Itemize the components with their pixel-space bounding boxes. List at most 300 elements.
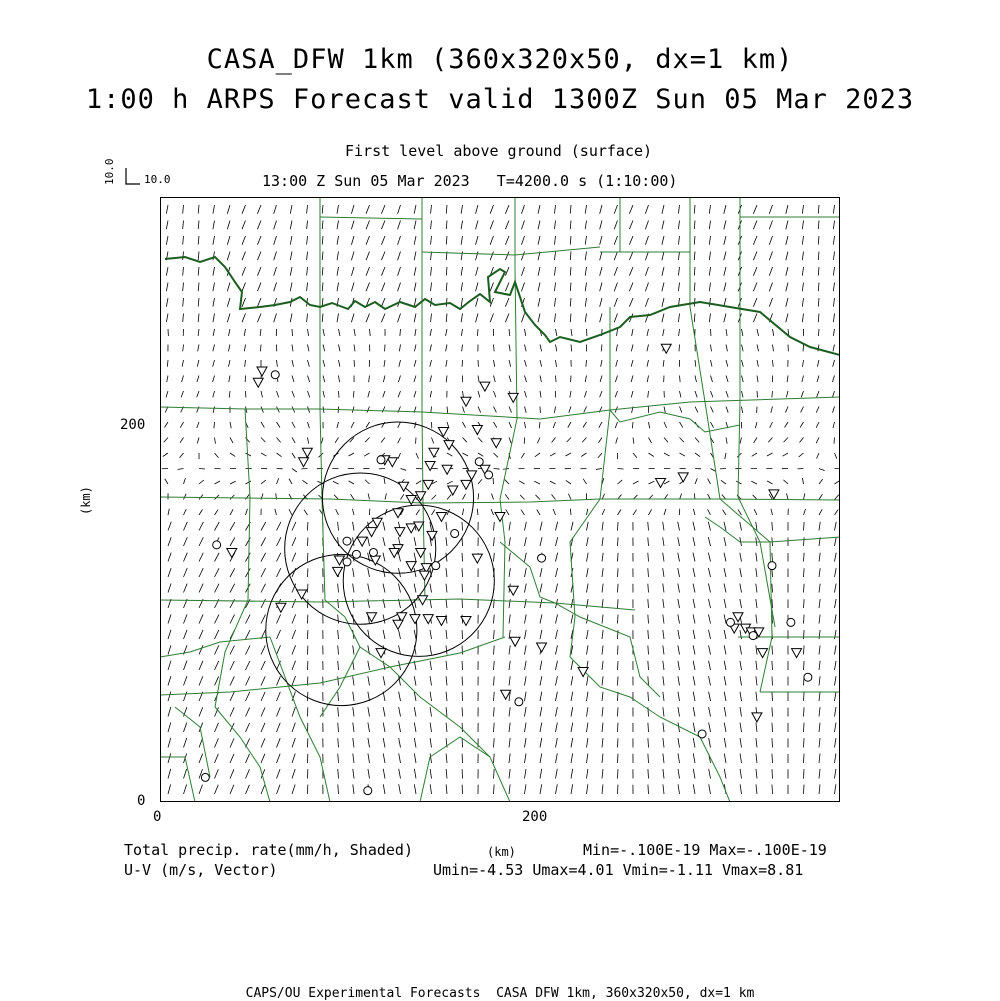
wind-vector: [213, 376, 215, 383]
station-triangle: [406, 524, 416, 533]
wind-vector: [477, 329, 478, 336]
wind-vector: [277, 769, 281, 778]
wind-vector: [709, 661, 711, 670]
wind-vector: [366, 221, 369, 230]
wind-vector: [648, 630, 649, 639]
wind-vector: [277, 692, 281, 701]
wind-vector: [494, 769, 495, 778]
wind-vector: [215, 769, 219, 778]
wind-vector: [431, 283, 432, 292]
wind-vector: [695, 478, 697, 484]
wind-vector: [366, 283, 369, 292]
wind-vector: [414, 553, 416, 562]
wind-vector: [446, 522, 447, 531]
wind-vector: [494, 754, 495, 763]
wind-vector: [322, 221, 323, 230]
wind-vector: [726, 360, 728, 367]
wind-vector: [538, 236, 540, 245]
wind-vector: [525, 769, 527, 779]
wind-vector: [740, 584, 742, 593]
wind-vector: [680, 376, 681, 383]
wind-vector: [587, 537, 589, 546]
x-axis-label: (km): [487, 846, 516, 858]
wind-vector: [505, 314, 509, 323]
station-triangle: [442, 465, 452, 474]
wind-vector: [447, 509, 450, 515]
wind-vector: [261, 692, 265, 701]
wind-vector: [292, 553, 296, 562]
wind-vector: [602, 584, 603, 593]
wind-vector: [164, 438, 168, 443]
station-triangle: [752, 713, 762, 722]
wind-vector: [804, 661, 805, 670]
wind-vector: [783, 453, 788, 456]
wind-vector: [629, 236, 633, 245]
wind-vector: [618, 522, 619, 531]
wind-vector: [693, 584, 695, 593]
wind-vector: [786, 236, 788, 245]
wind-vector: [182, 376, 184, 383]
wind-vector: [786, 283, 788, 292]
wind-vector: [351, 205, 354, 214]
wind-vector: [663, 738, 664, 747]
wind-vector: [199, 754, 203, 763]
wind-vector: [228, 329, 230, 336]
wind-vector: [414, 707, 416, 716]
wind-vector: [804, 509, 806, 515]
wind-vector: [351, 494, 354, 499]
wind-vector: [835, 692, 837, 701]
wind-vector: [180, 422, 183, 428]
wind-vector: [431, 221, 432, 230]
wind-vector: [804, 537, 805, 546]
wind-vector: [724, 283, 726, 292]
station-triangle: [372, 518, 382, 527]
wind-vector: [261, 599, 266, 608]
wind-vector: [587, 584, 589, 593]
wind-vector: [709, 769, 711, 779]
wind-vector: [648, 692, 649, 701]
wind-vector: [308, 407, 310, 413]
wind-vector: [600, 252, 602, 261]
wind-vector: [678, 661, 680, 670]
map-plot-area: [160, 197, 840, 802]
wind-vector: [802, 314, 803, 323]
wind-vector: [230, 509, 233, 515]
wind-vector: [645, 283, 648, 292]
wind-vector: [552, 438, 556, 443]
wind-vector: [648, 769, 649, 778]
wind-vector: [257, 314, 261, 323]
wind-vector: [740, 553, 742, 562]
wind-vector: [711, 376, 713, 383]
wind-vector: [215, 584, 220, 593]
station-triangle: [333, 567, 343, 576]
wind-vector: [693, 645, 695, 654]
wind-vector: [556, 645, 558, 654]
wind-vector: [554, 205, 555, 214]
wind-vector: [753, 221, 757, 230]
wind-vector: [585, 376, 586, 383]
wind-vector: [381, 221, 385, 230]
wind-vector: [383, 769, 385, 779]
wind-vector: [184, 769, 187, 778]
reference-vector-icon: [120, 166, 150, 196]
wind-vector: [274, 283, 277, 292]
wind-vector: [494, 469, 500, 470]
wind-vector: [618, 509, 621, 515]
wind-vector: [398, 236, 401, 245]
wind-vector: [724, 661, 726, 670]
wind-vector: [602, 692, 603, 701]
wind-vector: [708, 509, 711, 515]
wind-vector: [385, 493, 386, 499]
wind-vector: [230, 568, 235, 577]
wind-vector: [430, 391, 431, 397]
wind-vector: [708, 553, 710, 562]
wind-vector: [246, 630, 251, 639]
wind-vector: [585, 205, 586, 214]
wind-vector: [199, 645, 203, 654]
wind-vector: [585, 283, 586, 292]
station-circle: [364, 787, 372, 795]
wind-vector: [261, 707, 265, 716]
wind-vector: [649, 438, 652, 444]
wind-vector: [478, 479, 482, 484]
wind-vector: [662, 205, 664, 214]
wind-vector: [229, 391, 230, 398]
wind-vector: [818, 205, 819, 214]
wind-vector: [213, 252, 215, 261]
wind-vector: [353, 568, 354, 577]
wind-vector: [353, 692, 354, 701]
station-triangle: [257, 367, 267, 376]
wind-vector: [835, 738, 836, 747]
wind-vector: [447, 407, 448, 413]
wind-vector: [246, 676, 250, 685]
wind-vector: [509, 738, 510, 747]
wind-vector: [414, 584, 416, 593]
wind-vector: [178, 469, 184, 470]
wind-vector: [509, 407, 512, 413]
wind-vector: [274, 236, 277, 245]
wind-vector: [446, 329, 447, 336]
wind-vector: [430, 692, 431, 701]
wind-vector: [663, 615, 664, 624]
wind-vector: [505, 298, 509, 307]
wind-vector: [494, 376, 496, 383]
wind-vector: [663, 707, 664, 716]
wind-vector: [540, 522, 542, 531]
wind-vector: [570, 205, 571, 214]
wind-vector: [819, 723, 820, 732]
wind-vector: [724, 599, 726, 608]
wind-vector: [446, 584, 447, 593]
wind-vector: [353, 738, 354, 747]
wind-vector: [184, 661, 187, 670]
wind-vector: [368, 676, 370, 685]
wind-vector: [184, 478, 186, 484]
wind-vector: [476, 283, 478, 292]
wind-vector: [447, 453, 452, 456]
station-triangle: [467, 471, 477, 480]
wind-vector: [353, 584, 354, 593]
wind-vector: [835, 599, 837, 608]
wind-vector: [509, 422, 512, 428]
wind-vector: [726, 407, 728, 413]
station-circle: [804, 673, 812, 681]
wind-vector: [446, 345, 447, 352]
wind-vector: [338, 522, 339, 531]
wind-vector: [168, 584, 171, 593]
wind-vector: [570, 236, 571, 245]
wind-vector: [414, 769, 416, 779]
wind-vector: [540, 692, 542, 701]
wind-vector: [753, 252, 757, 261]
wind-vector: [199, 568, 203, 577]
wind-vector: [648, 584, 649, 593]
wind-vector: [678, 614, 680, 623]
wind-vector: [432, 509, 435, 515]
wind-vector: [616, 345, 617, 352]
wind-vector: [833, 422, 835, 428]
wind-vector: [678, 236, 679, 245]
wind-vector: [648, 599, 649, 608]
wind-vector: [614, 283, 617, 292]
wind-vector: [802, 267, 803, 276]
wind-vector: [257, 221, 261, 230]
wind-vector: [695, 438, 699, 443]
wind-vector: [166, 236, 168, 245]
wind-vector: [833, 205, 834, 214]
wind-vector: [302, 480, 307, 484]
wind-vector: [261, 568, 266, 577]
wind-vector: [525, 784, 526, 794]
wind-vector: [679, 345, 680, 352]
station-triangle: [419, 571, 429, 580]
wind-vector: [648, 754, 649, 763]
wind-vector: [602, 522, 603, 531]
wind-vector: [678, 645, 680, 654]
wind-vector: [694, 283, 695, 292]
wind-vector: [509, 614, 510, 623]
wind-vector: [787, 493, 788, 499]
wind-vector: [587, 723, 588, 732]
wind-vector: [647, 329, 649, 336]
wind-vector: [399, 707, 401, 716]
wind-vector: [772, 754, 773, 763]
wind-vector: [277, 537, 281, 546]
wind-vector: [292, 723, 295, 732]
wind-vector: [446, 267, 447, 276]
wind-vector: [583, 479, 586, 484]
wind-vector: [490, 283, 493, 292]
wind-vector: [494, 537, 495, 546]
reference-vector-label-horizontal: 10.0: [144, 174, 171, 185]
wind-vector: [257, 283, 261, 292]
wind-vector: [540, 661, 542, 670]
wind-vector: [649, 422, 650, 428]
wind-vector: [525, 738, 527, 748]
title-line-1: CASA_DFW 1km (360x320x50, dx=1 km): [0, 46, 1000, 73]
wind-vector: [819, 584, 820, 593]
wind-vector: [648, 537, 649, 546]
wind-vector: [509, 376, 511, 382]
wind-vector: [740, 599, 742, 608]
wind-vector: [261, 738, 265, 747]
wind-vector: [587, 784, 588, 794]
wind-vector: [446, 283, 447, 292]
wind-vector: [799, 438, 803, 443]
station-triangle: [302, 448, 312, 457]
wind-vector: [383, 753, 385, 763]
wind-vector: [261, 615, 265, 624]
wind-vector: [693, 753, 695, 763]
wind-vector: [693, 676, 695, 685]
wind-vector: [261, 676, 265, 685]
wind-vector: [835, 707, 836, 716]
wind-vector: [246, 438, 250, 443]
wind-vector: [756, 784, 757, 794]
wind-vector: [769, 283, 772, 292]
wind-vector: [308, 329, 309, 336]
station-triangle: [367, 528, 377, 537]
wind-vector: [724, 252, 726, 261]
wind-vector: [274, 252, 277, 261]
wind-vector: [382, 407, 385, 413]
wind-vector: [802, 252, 803, 261]
wind-vector: [694, 236, 695, 245]
wind-vector: [633, 481, 638, 484]
wind-vector: [662, 267, 664, 276]
wind-vector: [430, 676, 431, 685]
wind-vector: [756, 769, 757, 779]
wind-vector: [648, 522, 649, 531]
wind-vector: [648, 553, 649, 562]
wind-vector: [168, 630, 171, 639]
wind-vector: [678, 784, 679, 794]
wind-vector: [535, 453, 540, 457]
y-tick-label-0: 0: [137, 794, 145, 808]
wind-vector: [568, 494, 571, 500]
station-triangle: [733, 613, 743, 622]
wind-vector: [618, 568, 619, 577]
wind-vector: [462, 345, 463, 352]
wind-vector: [833, 360, 835, 367]
wind-vector: [835, 522, 837, 531]
wind-vector: [414, 376, 416, 383]
wind-vector: [740, 769, 741, 779]
wind-vector: [368, 707, 370, 716]
wind-vector: [476, 221, 478, 230]
wind-vector: [290, 221, 292, 230]
wind-vector: [461, 298, 462, 307]
wind-vector: [261, 645, 265, 654]
wind-vector: [183, 236, 184, 245]
wind-vector: [431, 314, 432, 323]
wind-vector: [757, 345, 759, 352]
wind-vector: [804, 707, 805, 716]
wind-vector: [819, 522, 820, 531]
wind-vector: [338, 584, 339, 593]
wind-vector: [587, 738, 588, 747]
wind-vector: [308, 345, 309, 352]
wind-vector: [663, 661, 664, 670]
wind-vector: [645, 252, 648, 261]
wind-vector: [246, 769, 250, 778]
wind-vector: [570, 391, 571, 398]
wind-vector: [833, 314, 834, 323]
wind-vector: [230, 769, 234, 778]
wind-vector: [338, 615, 339, 624]
wind-vector: [817, 360, 819, 367]
wind-vector: [662, 221, 664, 230]
wind-vector: [337, 236, 338, 245]
wind-vector: [540, 723, 542, 732]
wind-vector: [525, 584, 527, 593]
wind-vector: [770, 422, 773, 428]
wind-vector: [525, 692, 527, 701]
wind-vector: [833, 221, 834, 230]
wind-vector: [277, 754, 281, 763]
wind-vector: [756, 661, 757, 670]
wind-vector: [693, 537, 695, 546]
wind-vector: [398, 422, 401, 428]
wind-vector: [600, 267, 602, 276]
wind-vector: [509, 754, 510, 763]
wind-vector: [582, 438, 586, 443]
wind-vector: [678, 584, 680, 593]
wind-vector: [168, 769, 171, 779]
wind-vector: [633, 510, 637, 515]
wind-vector: [339, 376, 340, 383]
station-triangle: [510, 637, 520, 646]
wind-vector: [490, 221, 493, 230]
wind-vector: [571, 661, 573, 670]
wind-vector: [446, 784, 447, 794]
wind-vector: [773, 329, 774, 336]
wind-vector: [505, 252, 509, 261]
wind-vector: [213, 407, 214, 413]
wind-vector: [446, 707, 447, 716]
wind-vector: [708, 614, 710, 623]
wind-vector: [834, 438, 835, 444]
field-legend-precip: Total precip. rate(mm/h, Shaded): [124, 843, 413, 858]
wind-vector: [538, 314, 540, 323]
wind-vector: [414, 676, 416, 685]
wind-vector: [383, 522, 385, 531]
wind-vector: [213, 345, 215, 352]
wind-vector: [722, 510, 726, 515]
wind-vector: [740, 438, 742, 444]
wind-vector: [399, 630, 401, 639]
wind-vector: [381, 205, 385, 214]
wind-vector: [414, 360, 416, 367]
precip-min-max: Min=-.100E-19 Max=-.100E-19: [583, 843, 827, 858]
wind-vector: [525, 723, 527, 732]
wind-vector: [215, 676, 219, 685]
wind-vector: [663, 784, 664, 794]
wind-vector: [709, 738, 711, 748]
wind-vector: [261, 480, 266, 484]
wind-vector: [463, 422, 466, 428]
wind-vector: [648, 646, 649, 655]
wind-vector: [246, 661, 250, 670]
wind-vector: [600, 391, 602, 397]
wind-vector: [261, 754, 265, 763]
station-triangle: [406, 496, 416, 505]
wind-vector: [478, 438, 482, 443]
